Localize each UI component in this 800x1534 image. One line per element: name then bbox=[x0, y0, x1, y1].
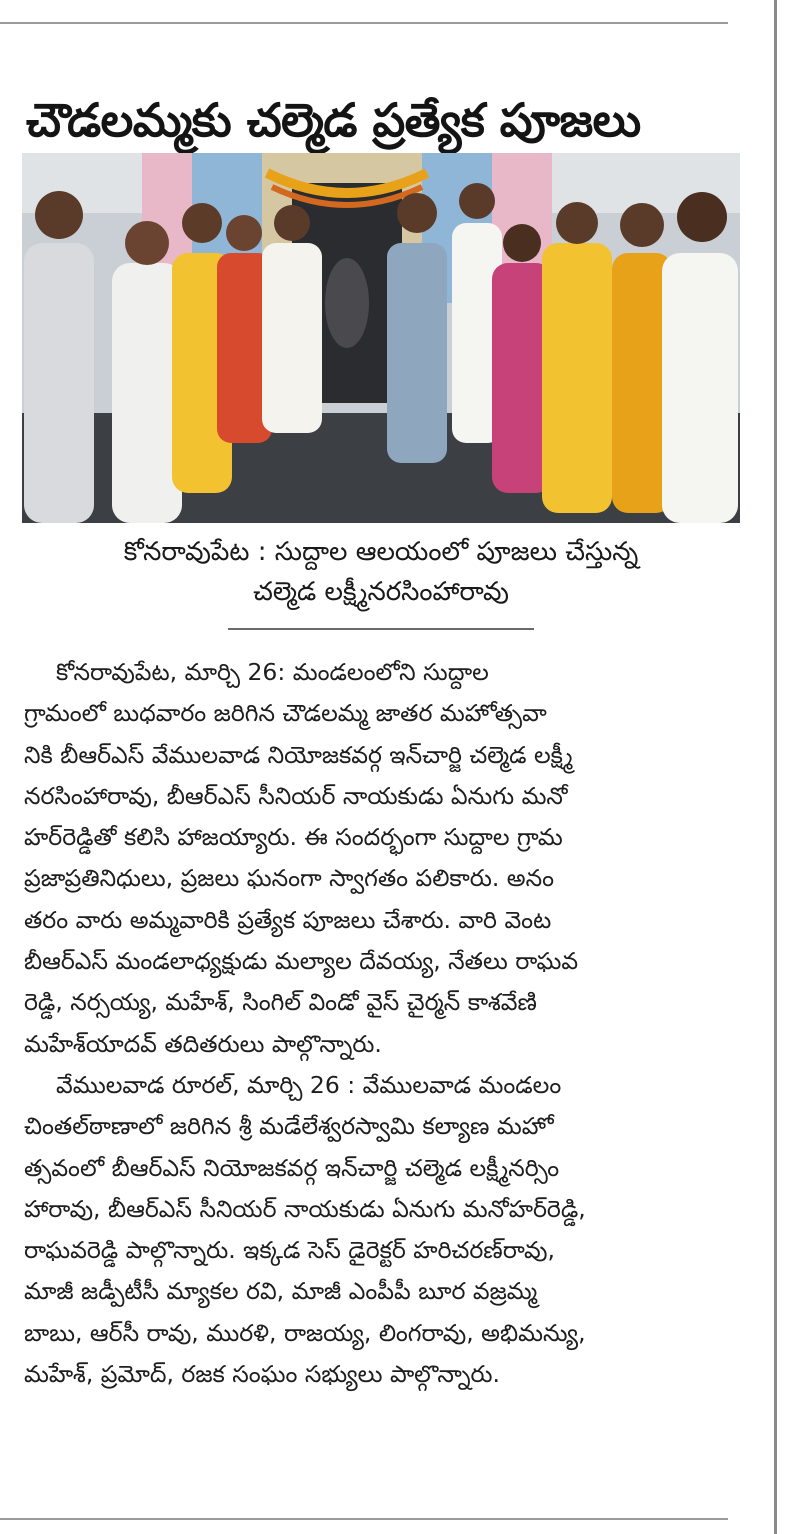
body-line: వేములవాడ రూరల్, మార్చి 26 : వేములవాడ మండలం bbox=[56, 1070, 562, 1099]
body-line: మహేశ్‌యాదవ్ తదితరులు పాల్గొన్నారు. bbox=[24, 1029, 382, 1058]
body-line: మాజీ జడ్పీటీసీ మ్యాకల రవి, మాజీ ఎంపీపీ బూర వజ్రమ్మ bbox=[24, 1277, 538, 1306]
body-line: నరసింహారావు, బీఆర్ఎస్ సీనియర్ నాయకుడు ఏనుగు మనో bbox=[24, 781, 568, 810]
body-line: బీఆర్ఎస్ మండలాధ్యక్షుడు మల్యాల దేవయ్య, నేతలు రాఘవ bbox=[24, 947, 579, 976]
body-line: త్సవంలో బీఆర్ఎస్ నియోజకవర్గ ఇన్‌చార్జి చల్మెడ లక్ష్మీనర్సిం bbox=[24, 1153, 560, 1182]
paragraph-2 bbox=[24, 1065, 742, 1395]
body-line: రెడ్డి, నర్సయ్య, మహేశ్, సింగిల్ విండో వైస్ చైర్మన్ కాశవేణి bbox=[24, 988, 537, 1017]
body-line: నికి బీఆర్ఎస్ వేములవాడ నియోజకవర్గ ఇన్‌చార్జి చల్మెడ లక్ష్మీ bbox=[24, 740, 573, 769]
caption-line-2: చల్మెడ లక్ష్మీనరసింహారావు bbox=[253, 577, 509, 607]
bottom-divider bbox=[0, 1518, 728, 1520]
body-line: కోనరావుపేట, మార్చి 26: మండలంలోని సుద్దాల bbox=[56, 658, 489, 686]
body-line: హారావు, బీఆర్ఎస్ సీనియర్ నాయకుడు ఏనుగు మనోహర్‌రెడ్డి, bbox=[24, 1194, 586, 1223]
body-line: రాఘవరెడ్డి పాల్గొన్నారు. ఇక్కడ సెస్ డైరెక్టర్ హరిచరణ్‌రావు, bbox=[24, 1236, 555, 1265]
article-body bbox=[24, 652, 742, 1395]
article-photo bbox=[22, 153, 740, 523]
body-line: గ్రామంలో బుధవారం జరిగిన చౌడలమ్మ జాతర మహోత్సవా bbox=[24, 699, 547, 728]
body-line: హర్‌రెడ్డితో కలిసి హాజయ్యారు. ఈ సందర్భంగా సుద్దాల గ్రామ bbox=[24, 823, 563, 852]
body-line: ప్రజాప్రతినిధులు, ప్రజలు ఘనంగా స్వాగతం పలికారు. అనం bbox=[24, 864, 555, 893]
column-divider bbox=[774, 0, 777, 1534]
body-line: తరం వారు అమ్మవారికి ప్రత్యేక పూజలు చేశారు. వారి వెంట bbox=[24, 905, 552, 934]
body-line: బాబు, ఆర్‌సీ రావు, మురళి, రాజయ్య, లింగరావు, అభిమన్యు, bbox=[24, 1318, 586, 1347]
article-headline: చౌడలమ్మకు చల్మెడ ప్రత్యేక పూజలు bbox=[26, 92, 641, 147]
caption-line-1: కోనరావుపేట : సుద్దాల ఆలయంలో పూజలు చేస్తున్న bbox=[123, 537, 639, 567]
photo-caption bbox=[22, 532, 740, 612]
body-line: మహేశ్, ప్రమోద్, రజక సంఘం సభ్యులు పాల్గొన్నారు. bbox=[24, 1360, 500, 1389]
paragraph-1 bbox=[24, 652, 742, 1065]
body-line: చింతల్‌ఠాణాలో జరిగిన శ్రీ మడేలేశ్వరస్వామి కల్యాణ మహో bbox=[24, 1112, 554, 1141]
top-divider bbox=[0, 22, 728, 24]
caption-underline bbox=[228, 628, 534, 630]
